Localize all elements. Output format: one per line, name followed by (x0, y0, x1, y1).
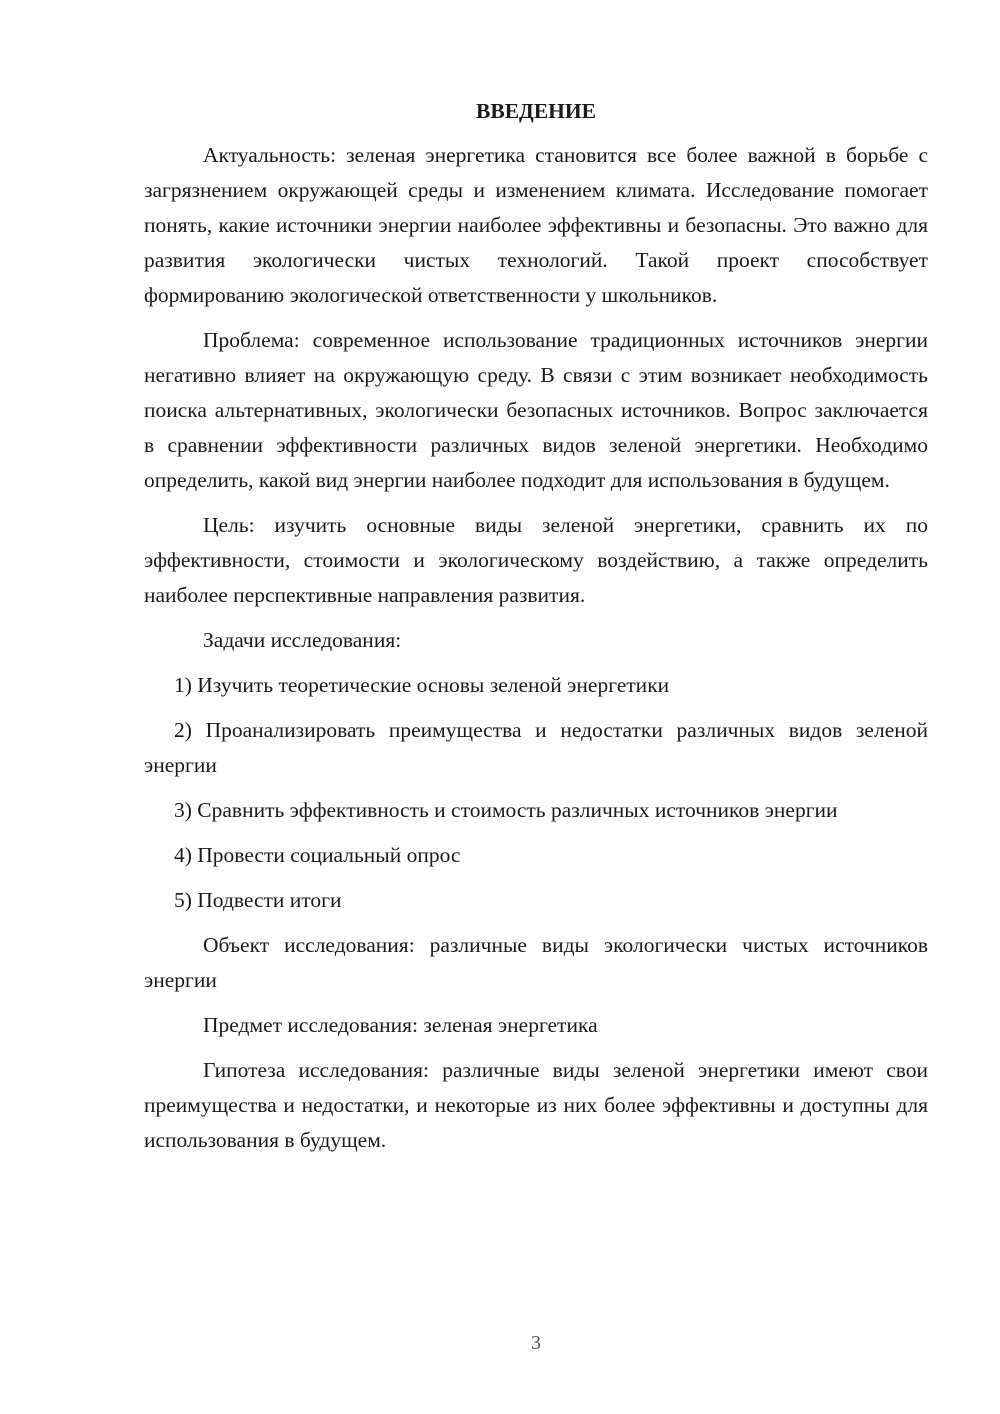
task-item: 2) Проанализировать преимущества и недостатки различных видов зеленой энергии (144, 718, 928, 777)
paragraph-subject: Предмет исследования: зеленая энергетика (203, 1013, 598, 1037)
page-number: 3 (531, 1332, 541, 1354)
paragraph-object: Объект исследования: различные виды экологически чистых источников энергии (144, 933, 928, 992)
task-item: 3) Сравнить эффективность и стоимость различных источников энергии (174, 798, 838, 822)
paragraph-hypothesis: Гипотеза исследования: различные виды зеленой энергетики имеют свои преимущества и недостатки, и некоторые из них более эффективны и доступны для использования в будущем. (144, 1058, 928, 1152)
section-title: ВВЕДЕНИЕ (476, 99, 596, 123)
task-item: 4) Провести социальный опрос (174, 843, 461, 867)
task-item: 5) Подвести итоги (174, 888, 342, 912)
paragraph-tasks-heading: Задачи исследования: (203, 628, 402, 652)
task-item: 1) Изучить теоретические основы зеленой энергетики (174, 673, 670, 697)
paragraph-relevance: Актуальность: зеленая энергетика становится все более важной в борьбе с загрязнением окружающей среды и изменением климата. Исследование помогает понять, какие источники энергии наиболее эффективны и безопасны. Это важно для развития экологически чистых технологий. Такой проект способствует формированию экологической ответственности у школьников. (144, 143, 928, 307)
paragraph-problem: Проблема: современное использование традиционных источников энергии негативно влияет на окружающую среду. В связи с этим возникает необходимость поиска альтернативных, экологически безопасных источников. Вопрос заключается в сравнении эффективности различных видов зеленой энергетики. Необходимо определить, какой вид энергии наиболее подходит для использования в будущем. (144, 328, 928, 492)
paragraph-goal: Цель: изучить основные виды зеленой энергетики, сравнить их по эффективности, стоимости и экологическому воздействию, а также определить наиболее перспективные направления развития. (144, 513, 928, 607)
document-body (144, 94, 928, 1168)
